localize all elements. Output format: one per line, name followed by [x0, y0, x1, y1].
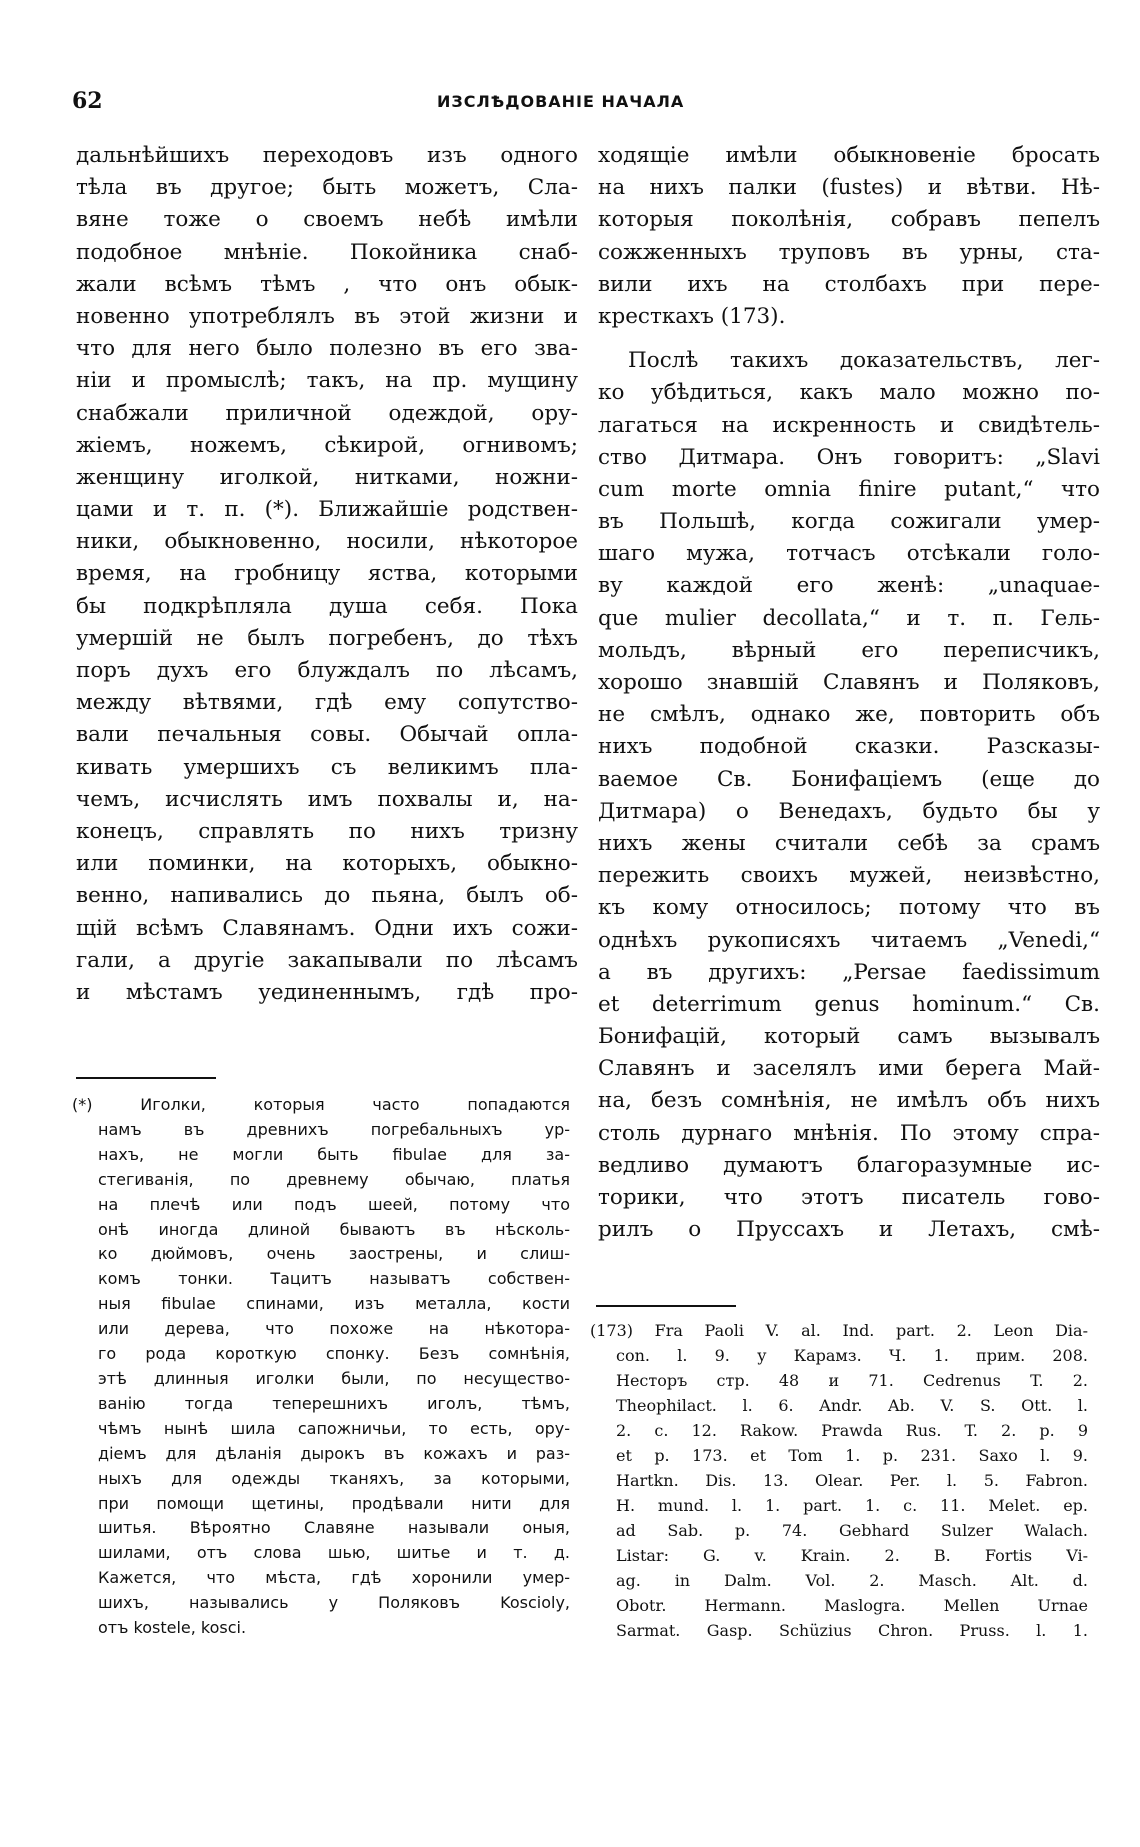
text-line: торики, что этотъ писатель гово-: [598, 1185, 1100, 1210]
footnote-line: Sarmat. Gasp. Schüzius Chron. Pruss. l. 1.: [616, 1621, 1088, 1640]
text-line: нихъ жены считали себѣ за срамъ: [598, 830, 1100, 856]
text-line: вяне тоже о своемъ небѣ имѣли: [76, 207, 578, 233]
text-line: ваемое Св. Бонифаціемъ (еще до: [598, 766, 1100, 792]
footnote-173: [590, 1318, 1088, 1643]
text-line: et deterrimum genus hominum.“ Св.: [598, 991, 1100, 1017]
text-line: Славянъ и заселялъ ими берега Май-: [598, 1056, 1100, 1082]
text-line: гали, а другіе закапывали по лѣсамъ: [76, 947, 578, 973]
text-line: que mulier decollata,“ и т. п. Гель-: [598, 605, 1100, 631]
text-line: венно, напивались до пьяна, былъ об-: [76, 883, 578, 909]
footnote-line: (173) Fra Paoli V. al. Ind. part. 2. Leon Dia-: [590, 1321, 1088, 1340]
footnote-line: комъ тонки. Тацитъ называтъ собствен-: [98, 1269, 570, 1289]
text-line: рилъ о Пруссахъ и Летахъ, смѣ-: [598, 1217, 1100, 1243]
page-number: 62: [72, 88, 103, 114]
text-line: ники, обыкновенно, носили, нѣкоторое: [76, 529, 578, 555]
footnote-line: при помощи щетины, продѣвали нити для: [98, 1493, 570, 1513]
text-line: между вѣтвями, гдѣ ему сопутство-: [76, 690, 578, 716]
footnote-line: или дерева, что похоже на нѣкотора-: [98, 1319, 570, 1339]
text-line: столь дурнаго мнѣнія. По этому спра-: [598, 1120, 1100, 1146]
running-title: ИЗСЛѢДОВАНІЕ НАЧАЛА: [437, 92, 685, 111]
footnote-line: ныхъ для одежды тканяхъ, за которыми,: [98, 1468, 570, 1488]
text-line: и мѣстамъ уединеннымъ, гдѣ про-: [76, 979, 578, 1005]
paragraph-gap: [598, 333, 1100, 345]
footnote-line: шилами, отъ слова шью, шитье и т. д.: [98, 1543, 570, 1563]
footnote-line: стегиванія, по древнему обычаю, платья: [98, 1169, 570, 1189]
text-line: ство Дитмара. Онъ говоритъ: „Slavi: [598, 444, 1100, 470]
text-line: которыя поколѣнія, собравъ пепелъ: [598, 207, 1100, 233]
text-line: въ Польшѣ, когда сожигали умер-: [598, 509, 1100, 535]
text-line: конецъ, справлять по нихъ тризну: [76, 818, 578, 844]
right-column-text: [598, 140, 1100, 1246]
text-line: шаго мужа, тотчасъ отсѣкали голо-: [598, 541, 1100, 567]
text-line: ведливо думаютъ благоразумные ис-: [598, 1152, 1100, 1178]
footnote-line: 2. c. 12. Rakow. Prawda Rus. T. 2. p. 9: [616, 1421, 1088, 1440]
text-line: поръ духъ его блуждалъ по лѣсамъ,: [76, 658, 578, 683]
footnote-line: Несторъ стр. 48 и 71. Cedrenus T. 2.: [616, 1371, 1088, 1390]
footnote-divider-left: [76, 1077, 216, 1079]
text-line: мольдъ, вѣрный его переписчикъ,: [598, 637, 1100, 663]
text-line: ніи и промыслѣ; такъ, на пр. мущину: [76, 368, 578, 394]
text-line: ходящіе имѣли обыкновеніе бросать: [598, 143, 1100, 168]
text-line: хорошо знавшій Славянъ и Поляковъ,: [598, 670, 1100, 695]
text-line: на, безъ сомнѣнія, не имѣлъ объ нихъ: [598, 1088, 1100, 1114]
footnote-line: Theophilact. l. 6. Andr. Ab. V. S. Ott. l.: [616, 1396, 1088, 1415]
text-line: подобное мнѣніе. Покойника снаб-: [76, 239, 578, 265]
footnote-line: онѣ иногда длиной бываютъ въ нѣсколь-: [98, 1219, 570, 1239]
footnote-line: намъ въ древнихъ погребальныхъ ур-: [98, 1119, 570, 1139]
text-line: вили ихъ на столбахъ при пере-: [598, 271, 1100, 297]
footnote-line: шихъ, назывались у Поляковъ Koscioly,: [98, 1593, 570, 1613]
footnote-line: Listar: G. v. Krain. 2. B. Fortis Vi-: [616, 1546, 1088, 1565]
text-line: бы подкрѣпляла душа себя. Пока: [76, 593, 578, 619]
text-line: новенно употреблялъ въ этой жизни и: [76, 303, 578, 329]
text-line: кресткахъ (173).: [598, 303, 786, 329]
text-line: время, на гробницу яства, которыми: [76, 561, 578, 587]
text-line: женщину иголкой, нитками, ножни-: [76, 464, 578, 490]
footnote-line: діемъ для дѣланія дырокъ въ кожахъ и раз-: [98, 1443, 570, 1463]
footnote-line: шитья. Вѣроятно Славяне называли оныя,: [98, 1518, 570, 1538]
text-line: или поминки, на которыхъ, обыкно-: [76, 851, 578, 877]
text-line: жіемъ, ножемъ, сѣкирой, огнивомъ;: [76, 432, 578, 458]
footnote-line: et p. 173. et Tom 1. p. 231. Saxo l. 9.: [616, 1446, 1088, 1465]
footnote-line: нахъ, не могли быть fibulae для за-: [98, 1144, 570, 1164]
footnote-divider-right: [596, 1305, 736, 1307]
text-line: на нихъ палки (fustes) и вѣтви. Нѣ-: [598, 175, 1100, 201]
page-header: [72, 88, 732, 118]
footnote-line: на плечѣ или подъ шеей, потому что: [98, 1194, 570, 1214]
text-line: лагаться на искренность и свидѣтель-: [598, 412, 1100, 438]
text-line: Послѣ такихъ доказательствъ, лег-: [628, 348, 1100, 374]
footnote-asterisk: [72, 1093, 570, 1641]
footnote-line: этѣ длинныя иголки были, по несущество-: [98, 1368, 570, 1388]
text-line: къ кому относилось; потому что въ: [598, 895, 1100, 921]
text-line: тѣла въ другое; быть можетъ, Сла-: [76, 175, 578, 201]
footnote-line: ныя fibulae спинами, изъ металла, кости: [98, 1294, 570, 1314]
footnote-line: ad Sab. p. 74. Gebhard Sulzer Walach.: [616, 1521, 1088, 1540]
text-line: умершій не былъ погребенъ, до тѣхъ: [76, 625, 578, 651]
footnote-line: отъ kostele, kosci.: [98, 1618, 247, 1638]
text-line: ву каждой его женѣ: „unaquae-: [598, 573, 1100, 599]
text-line: что для него было полезно въ его зва-: [76, 336, 578, 362]
text-line: снабжали приличной одеждой, ору-: [76, 400, 578, 426]
footnote-line: Obotr. Hermann. Maslogra. Mellen Urnae: [616, 1596, 1088, 1615]
footnote-line: Кажется, что мѣста, гдѣ хоронили умер-: [98, 1568, 570, 1588]
footnote-line: го рода короткую спонку. Безъ сомнѣнія,: [98, 1344, 570, 1364]
text-line: ко убѣдиться, какъ мало можно по-: [598, 380, 1100, 406]
text-line: сожженныхъ труповъ въ урны, ста-: [598, 239, 1100, 265]
text-line: щій всѣмъ Славянамъ. Одни ихъ сожи-: [76, 915, 578, 941]
footnote-line: ко дюймовъ, очень заострены, и слиш-: [98, 1244, 570, 1264]
text-line: чемъ, исчислять имъ похвалы и, на-: [76, 786, 578, 812]
footnote-line: чѣмъ нынѣ шила сапожничьи, то есть, ору-: [98, 1418, 570, 1438]
text-line: не смѣлъ, однако же, повторить объ: [598, 702, 1100, 728]
footnote-line: con. l. 9. у Карамз. Ч. 1. прим. 208.: [616, 1346, 1088, 1365]
footnote-line: ag. in Dalm. Vol. 2. Masch. Alt. d.: [616, 1571, 1088, 1590]
text-line: Бонифацій, который самъ вызывалъ: [598, 1024, 1100, 1050]
text-line: кивать умершихъ съ великимъ пла-: [76, 754, 578, 780]
footnote-line: H. mund. l. 1. part. 1. c. 11. Melet. ep.: [616, 1496, 1088, 1515]
text-line: жали всѣмъ тѣмъ , что онъ обык-: [76, 271, 578, 297]
footnote-line: (*) Иголки, которыя часто попадаются: [72, 1095, 570, 1114]
text-line: пережить своихъ мужей, неизвѣстно,: [598, 863, 1100, 889]
text-line: нихъ подобной сказки. Разсказы-: [598, 734, 1100, 760]
text-line: однѣхъ рукописяхъ читаемъ „Venedi,“: [598, 927, 1100, 953]
text-line: а въ другихъ: „Persae faedissimum: [598, 959, 1100, 985]
left-column-text: [76, 140, 578, 1009]
text-line: cum morte omnia finire putant,“ что: [598, 476, 1100, 502]
text-line: дальнѣйшихъ переходовъ изъ одного: [76, 143, 578, 168]
text-line: цами и т. п. (*). Ближайшіе родствен-: [76, 497, 578, 523]
text-line: вали печальныя совы. Обычай опла-: [76, 722, 578, 748]
footnote-line: ванію тогда теперешнихъ иголъ, тѣмъ,: [98, 1393, 570, 1413]
text-line: Дитмара) о Венедахъ, будьто бы у: [598, 798, 1100, 824]
footnote-line: Hartkn. Dis. 13. Olear. Per. l. 5. Fabron.: [616, 1471, 1088, 1490]
